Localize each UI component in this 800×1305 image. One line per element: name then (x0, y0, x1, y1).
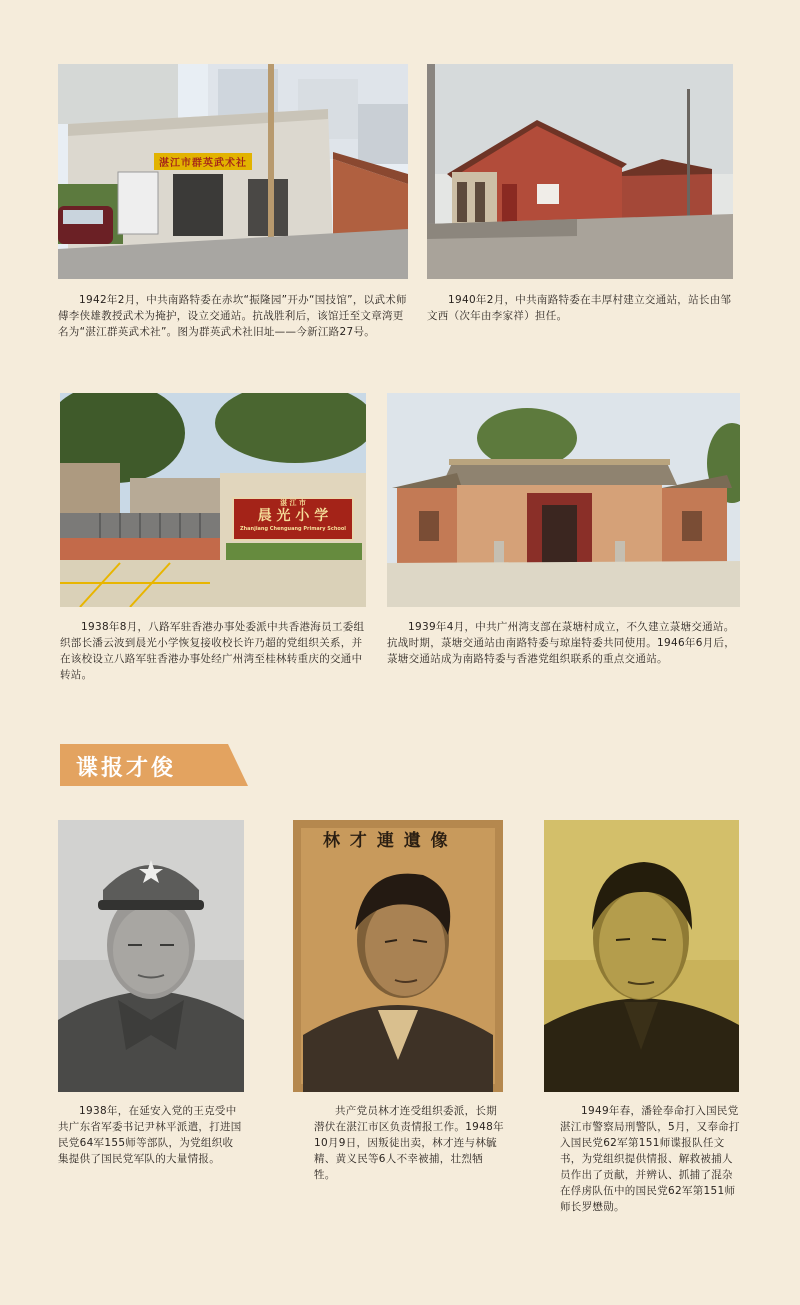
portrait-title: 林 才 連 遺 像 (323, 831, 450, 851)
caption-lin-cailian: 共产党员林才连受组织委派，长期潜伏在湛江市区负责情报工作。1948年10月9日，因叛徒出卖，林才连与林毓精、黄义民等6人不幸被捕，壮烈牺牲。 (314, 1105, 504, 1181)
club-sign: 湛江市群英武术社 (154, 153, 252, 170)
photo-chenguang-school (60, 393, 366, 607)
photo-fenghou-station (427, 64, 733, 279)
school-sign (232, 497, 354, 541)
caption-wang-ke: 1938年，在延安入党的王克受中共广东省军委书记尹林平派遣，打进国民党64军155师等部队，为党组织收集提供了国民党军队的大量情报。 (58, 1105, 242, 1165)
caption-lutang-station: 1939年4月，中共广州湾支部在菉塘村成立，不久建立菉塘交通站。抗战时期，菉塘交通站由南路特委与琼崖特委共同使用。1946年6月后，菉塘交通站成为南路特委与香港党组织联系的重点交通站。 (387, 621, 736, 665)
caption-fenghou-station: 1940年2月，中共南路特委在丰厚村建立交通站，站长由邹文西（次年由李家祥）担任。 (427, 294, 732, 322)
school-sign-top: 湛 江 市 (280, 499, 306, 507)
portrait-wang-ke (58, 820, 244, 1092)
section-title: 谍报才俊 (76, 756, 177, 781)
portrait-lin-cailian (293, 820, 503, 1092)
caption-wushu-club: 1942年2月，中共南路特委在赤坎“振隆园”开办“国技馆”，以武术师傅李侠雄教授武术为掩护，设立交通站。抗战胜利后，该馆迁至文章湾更名为“湛江群英武术社”。图为群英武术社旧址——今新江路27号。 (58, 294, 407, 338)
photo-lutang-station (387, 393, 740, 607)
school-sign-sub: Zhanjiang Chenguang Primary School (240, 526, 346, 532)
caption-chenguang-school: 1938年8月，八路军驻香港办事处委派中共香港海员工委组织部长潘云波到晨光小学恢复接收校长许乃超的党组织关系，并在该校设立八路军驻香港办事处经广州湾至桂林转重庆的交通中转站。 (60, 621, 365, 681)
school-sign-main: 晨 光 小 学 (257, 508, 329, 524)
portrait-pan-quan (544, 820, 739, 1092)
photo-wushu-club (58, 64, 408, 279)
section-banner (60, 744, 248, 786)
caption-pan-quan: 1949年春，潘铨奉命打入国民党湛江市警察局刑警队，5月，又奉命打入国民党62军第151师谍报队任文书，为党组织提供情报、解救被捕人员作出了贡献，并辨认、抓捕了混杂在俘虏队伍中的国民党62军第151师师长罗懋勋。 (560, 1105, 740, 1213)
